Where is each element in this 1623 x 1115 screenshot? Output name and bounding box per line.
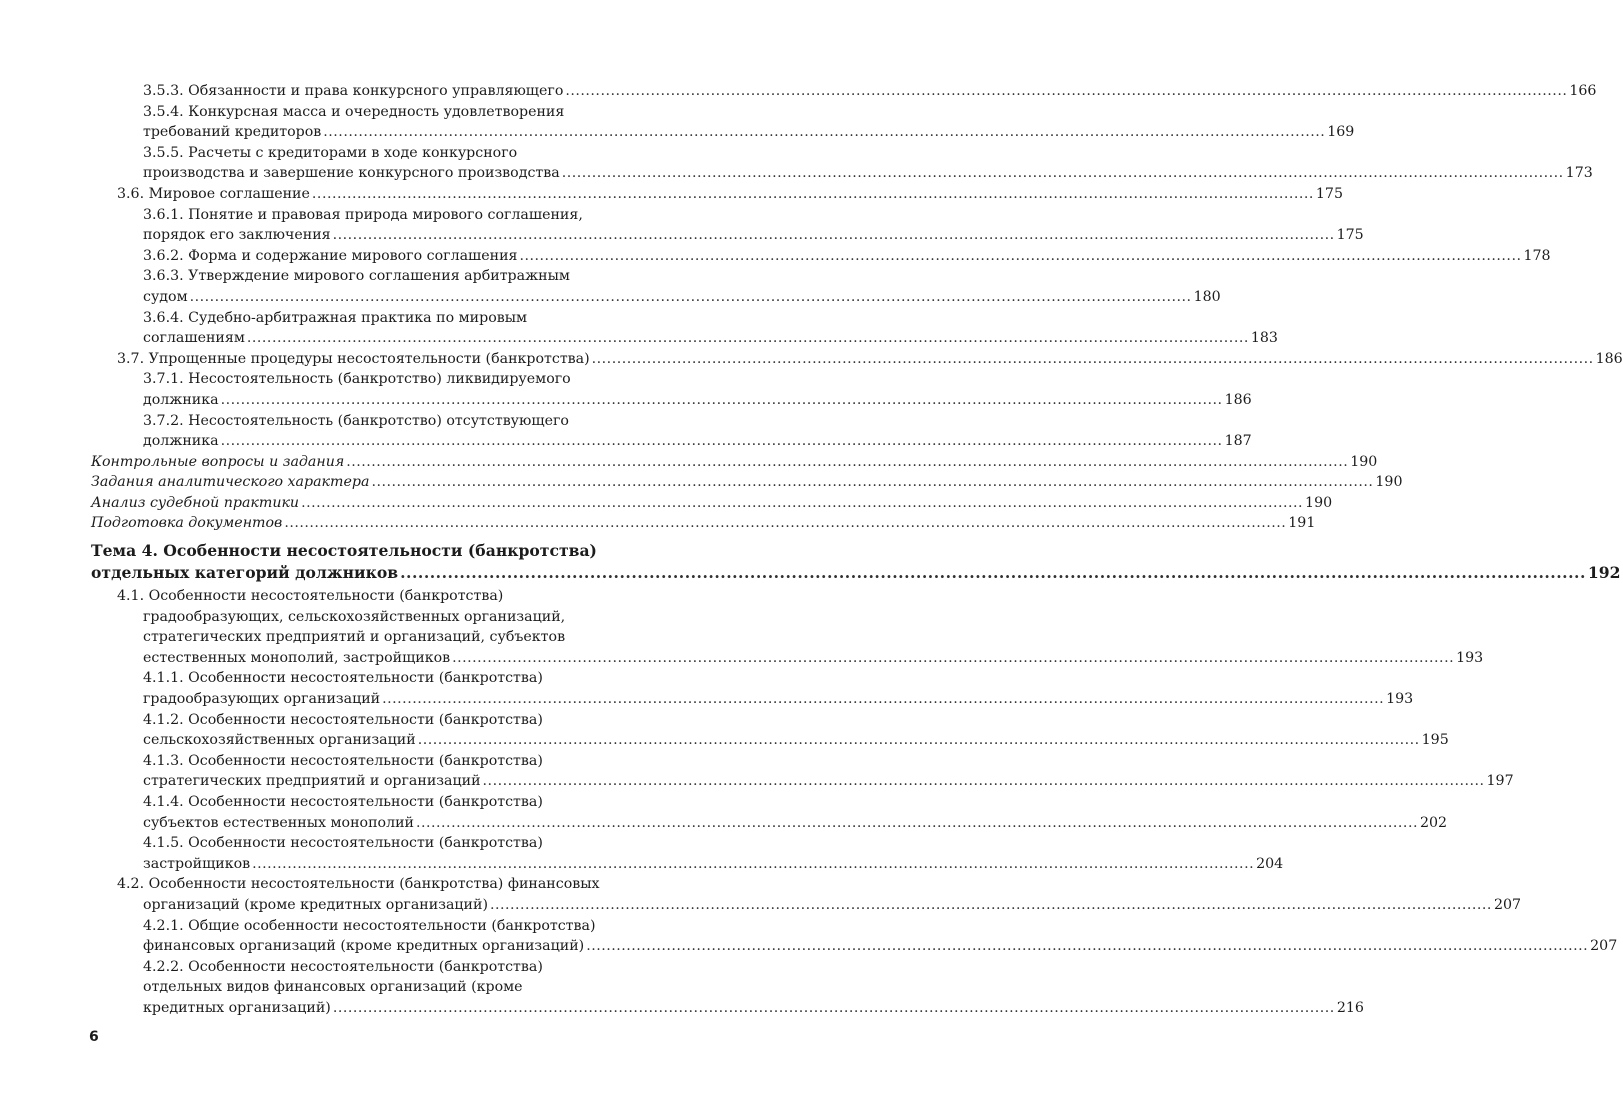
leader-dots: ........................................................................................................................................................................................................	[323, 124, 1326, 141]
toc-page-number: 204	[1256, 855, 1284, 872]
toc-entry-line	[0, 122, 1355, 143]
toc-entry-text: Анализ судебной практики	[91, 494, 300, 511]
toc-entry-line	[0, 792, 726, 813]
toc-entry-text: производства и завершение конкурсного производства	[143, 165, 560, 182]
toc-page-number: 195	[1421, 732, 1449, 749]
toc-entry-line	[0, 957, 726, 978]
toc-entry-line	[0, 266, 726, 287]
toc-entry-line	[0, 627, 726, 648]
leader-dots: ........................................................................................................................................................................................................	[565, 83, 1568, 99]
leader-dots: ........................................................................................................................................................................................................	[301, 494, 1304, 511]
toc-entry-line	[0, 668, 726, 689]
toc-entry[interactable]	[0, 143, 1593, 184]
toc-entry[interactable]	[0, 349, 1623, 370]
toc-entry[interactable]	[0, 916, 1618, 957]
leader-dots: ........................................................................................................................................................................................................	[400, 563, 1586, 583]
toc-entry-text: 4.1.1. Особенности несостоятельности (банкротства)	[143, 670, 543, 687]
toc-entry-text: соглашениям	[143, 330, 245, 347]
leader-dots: ........................................................................................................................................................................................................	[519, 247, 1522, 264]
toc-page-number: 216	[1336, 999, 1364, 1016]
toc-entry-text: 4.2.2. Особенности несостоятельности (банкротства)	[143, 958, 543, 975]
toc-page-number: 175	[1315, 185, 1343, 202]
toc-entry-line	[0, 246, 1551, 267]
toc-entry[interactable]	[0, 586, 1484, 668]
leader-dots: ........................................................................................................................................................................................................	[332, 999, 1335, 1016]
toc-entry-text: градообразующих организаций	[143, 691, 381, 708]
toc-entry-text: 3.5.3. Обязанности и права конкурсного управляющего	[143, 83, 564, 99]
toc-entry-text: 4.1. Особенности несостоятельности (банкротства)	[117, 588, 504, 605]
toc-entry[interactable]	[0, 184, 1343, 205]
toc-page-number: 183	[1250, 330, 1278, 347]
toc-entry-text: 3.7.2. Несостоятельность (банкротство) отсутствующего	[143, 412, 569, 429]
toc-page-number: 169	[1327, 124, 1355, 141]
toc-entry-text: порядок его заключения	[143, 227, 331, 244]
toc-entry-line	[0, 184, 1343, 205]
toc-entry-text: отдельных категорий должников	[91, 563, 399, 583]
toc-entry-text: Тема 4. Особенности несостоятельности (банкротства)	[91, 541, 597, 561]
toc-entry-text: отдельных видов финансовых организаций (кроме	[143, 979, 523, 996]
toc-entry-line	[0, 390, 1252, 411]
leader-dots: ........................................................................................................................................................................................................	[417, 732, 1420, 749]
toc-page-number: 173	[1565, 165, 1593, 182]
leader-dots: ........................................................................................................................................................................................................	[311, 185, 1314, 202]
toc-page-number: 207	[1590, 938, 1618, 955]
leader-dots: ........................................................................................................................................................................................................	[189, 288, 1192, 305]
toc-entry-line	[0, 308, 726, 329]
toc-entry-line	[0, 833, 726, 854]
toc-entry-text: Задания аналитического характера	[91, 474, 370, 491]
toc-page-number: 207	[1493, 896, 1522, 913]
toc-entry-text: организаций (кроме кредитных организаций)	[143, 896, 488, 913]
toc-entry-text: 4.1.4. Особенности несостоятельности (банкротства)	[143, 794, 543, 810]
toc-entry-line	[0, 751, 726, 772]
toc-entry[interactable]	[0, 472, 1403, 493]
toc-entry-text: 4.2.1. Общие особенности несостоятельности (банкротства)	[143, 917, 596, 934]
toc-entry[interactable]	[0, 205, 1364, 246]
toc-entry-line	[0, 730, 1449, 751]
toc-entry-text: стратегических предприятий и организаций	[143, 773, 481, 790]
toc-page-number: 186	[1224, 391, 1252, 408]
toc-entry-line	[0, 998, 1364, 1019]
leader-dots: ........................................................................................................................................................................................................	[220, 433, 1223, 450]
toc-entry-line	[0, 710, 726, 731]
toc-entry-text: судом	[143, 288, 188, 305]
toc-entry[interactable]	[0, 833, 1284, 874]
toc-page-number: 191	[1288, 515, 1316, 532]
toc-topic-entry[interactable]	[0, 540, 1621, 584]
toc-entry-line	[0, 369, 726, 390]
toc-entry-text: 4.1.5. Особенности несостоятельности (банкротства)	[143, 835, 543, 852]
toc-entry-text: 3.6. Мировое соглашение	[117, 185, 310, 202]
toc-page-number: 187	[1224, 433, 1252, 450]
toc-entry-line	[0, 81, 1597, 102]
leader-dots: ........................................................................................................................................................................................................	[591, 350, 1594, 367]
toc-entry[interactable]	[0, 369, 1252, 410]
toc-entry-text: субъектов естественных монополий	[143, 814, 414, 831]
toc-entry[interactable]	[0, 957, 1364, 1019]
toc-page-number: 193	[1386, 691, 1414, 708]
toc-page-number: 193	[1456, 649, 1484, 666]
toc-entry-line	[0, 452, 1378, 473]
toc-entry-line	[0, 472, 1403, 493]
toc-entry-text: сельскохозяйственных организаций	[143, 732, 416, 749]
toc-entry-line	[0, 493, 1333, 514]
toc-page-number: 192	[1587, 563, 1621, 583]
toc-entry-text: застройщиков	[143, 855, 251, 872]
toc-entry-line	[0, 328, 1278, 349]
toc-entry-line	[0, 916, 726, 937]
toc-entry[interactable]	[0, 668, 1414, 709]
toc-entry-text: градообразующих, сельскохозяйственных организаций,	[143, 608, 566, 625]
toc-page-number: 190	[1305, 494, 1333, 511]
toc-page-number: 166	[1569, 83, 1597, 99]
toc-entry-text: стратегических предприятий и организаций, субъектов	[143, 629, 566, 646]
toc-entry-line	[0, 813, 1448, 834]
toc-entry[interactable]	[0, 246, 1551, 267]
toc-entry-text: 3.6.1. Понятие и правовая природа мирового соглашения,	[143, 206, 583, 223]
toc-entry-text: 4.1.2. Особенности несостоятельности (банкротства)	[143, 711, 543, 728]
toc-entry-line	[0, 411, 726, 432]
toc-entry-line	[0, 540, 726, 562]
toc-entry-line	[0, 874, 726, 895]
leader-dots: ........................................................................................................................................................................................................	[586, 938, 1589, 955]
toc-entry-text: естественных монополий, застройщиков	[143, 649, 451, 666]
toc-entry[interactable]	[0, 308, 1278, 349]
toc-entry-text: Подготовка документов	[91, 515, 283, 532]
toc-entry-line	[0, 513, 1316, 534]
leader-dots: ........................................................................................................................................................................................................	[561, 165, 1564, 182]
toc-entry-line	[0, 349, 1623, 370]
leader-dots: ........................................................................................................................................................................................................	[220, 391, 1223, 408]
toc-entry-text: 4.1.3. Особенности несостоятельности (банкротства)	[143, 752, 543, 769]
toc-entry[interactable]	[0, 411, 1252, 452]
toc-entry-line	[0, 648, 1484, 669]
toc-entry-line	[0, 102, 726, 123]
toc-page-number: 180	[1193, 288, 1221, 305]
leader-dots: ........................................................................................................................................................................................................	[382, 691, 1385, 708]
toc-entry-line	[0, 936, 1618, 957]
page-number: 6	[89, 1029, 99, 1045]
toc-entry[interactable]	[0, 792, 1448, 833]
toc-entry[interactable]	[0, 102, 1355, 143]
toc-entry[interactable]	[0, 710, 1449, 751]
toc-entry[interactable]	[0, 452, 1378, 473]
toc-entry-line	[0, 854, 1284, 875]
toc-entry-line	[0, 689, 1414, 710]
toc-entry-text: 3.5.5. Расчеты с кредиторами в ходе конкурсного	[143, 144, 518, 161]
toc-page-number: 202	[1419, 814, 1448, 831]
toc-page-number: 197	[1486, 773, 1514, 790]
toc-entry-text: Контрольные вопросы и задания	[91, 453, 345, 470]
toc-entry-line	[0, 586, 726, 607]
toc-entry[interactable]	[0, 493, 1333, 514]
toc-entry-text: 3.6.3. Утверждение мирового соглашения арбитражным	[143, 268, 570, 285]
leader-dots: ........................................................................................................................................................................................................	[452, 649, 1455, 666]
toc-entry-line	[0, 431, 1252, 452]
toc-page-number: 190	[1350, 453, 1378, 470]
leader-dots: ........................................................................................................................................................................................................	[416, 814, 1418, 831]
toc-entry-text: 3.7.1. Несостоятельность (банкротство) ликвидируемого	[143, 371, 571, 388]
toc-entry-line	[0, 895, 1522, 916]
toc-entry-line	[0, 562, 1621, 584]
leader-dots: ........................................................................................................................................................................................................	[482, 773, 1485, 790]
toc-entry[interactable]	[0, 266, 1221, 307]
leader-dots: ........................................................................................................................................................................................................	[246, 330, 1249, 347]
leader-dots: ........................................................................................................................................................................................................	[252, 855, 1255, 872]
leader-dots: ........................................................................................................................................................................................................	[346, 453, 1349, 470]
toc-entry-line	[0, 163, 1593, 184]
toc-entry-line	[0, 205, 726, 226]
toc-entry-text: 3.5.4. Конкурсная масса и очередность удовлетворения	[143, 103, 565, 120]
toc-entry-text: должника	[143, 433, 219, 450]
leader-dots: ........................................................................................................................................................................................................	[371, 474, 1374, 491]
toc-entry-text: должника	[143, 391, 219, 408]
leader-dots: ........................................................................................................................................................................................................	[489, 896, 1492, 913]
table-of-contents	[0, 81, 1623, 1019]
leader-dots: ........................................................................................................................................................................................................	[284, 515, 1287, 532]
toc-page-number: 175	[1336, 227, 1364, 244]
toc-page-number: 186	[1595, 350, 1623, 367]
toc-entry-line	[0, 225, 1364, 246]
toc-entry-text: 3.7. Упрощенные процедуры несостоятельности (банкротства)	[117, 350, 590, 367]
toc-entry-line	[0, 287, 1221, 308]
toc-entry-line	[0, 143, 726, 164]
toc-entry-text: финансовых организаций (кроме кредитных организаций)	[143, 938, 585, 955]
toc-entry-text: 3.6.4. Судебно-арбитражная практика по мировым	[143, 309, 528, 326]
toc-entry-text: требований кредиторов	[143, 124, 322, 141]
toc-entry[interactable]	[0, 751, 1514, 792]
leader-dots: ........................................................................................................................................................................................................	[332, 227, 1335, 244]
toc-entry[interactable]	[0, 81, 1597, 102]
toc-page-number: 178	[1523, 247, 1551, 264]
toc-entry-line	[0, 771, 1514, 792]
toc-entry[interactable]	[0, 513, 1316, 534]
toc-entry-text: кредитных организаций)	[143, 999, 331, 1016]
toc-entry-line	[0, 977, 726, 998]
toc-entry-line	[0, 607, 726, 628]
toc-entry-text: 4.2. Особенности несостоятельности (банкротства) финансовых	[117, 876, 600, 893]
toc-entry[interactable]	[0, 874, 1522, 915]
toc-page-number: 190	[1375, 474, 1403, 491]
toc-entry-text: 3.6.2. Форма и содержание мирового соглашения	[143, 247, 518, 264]
